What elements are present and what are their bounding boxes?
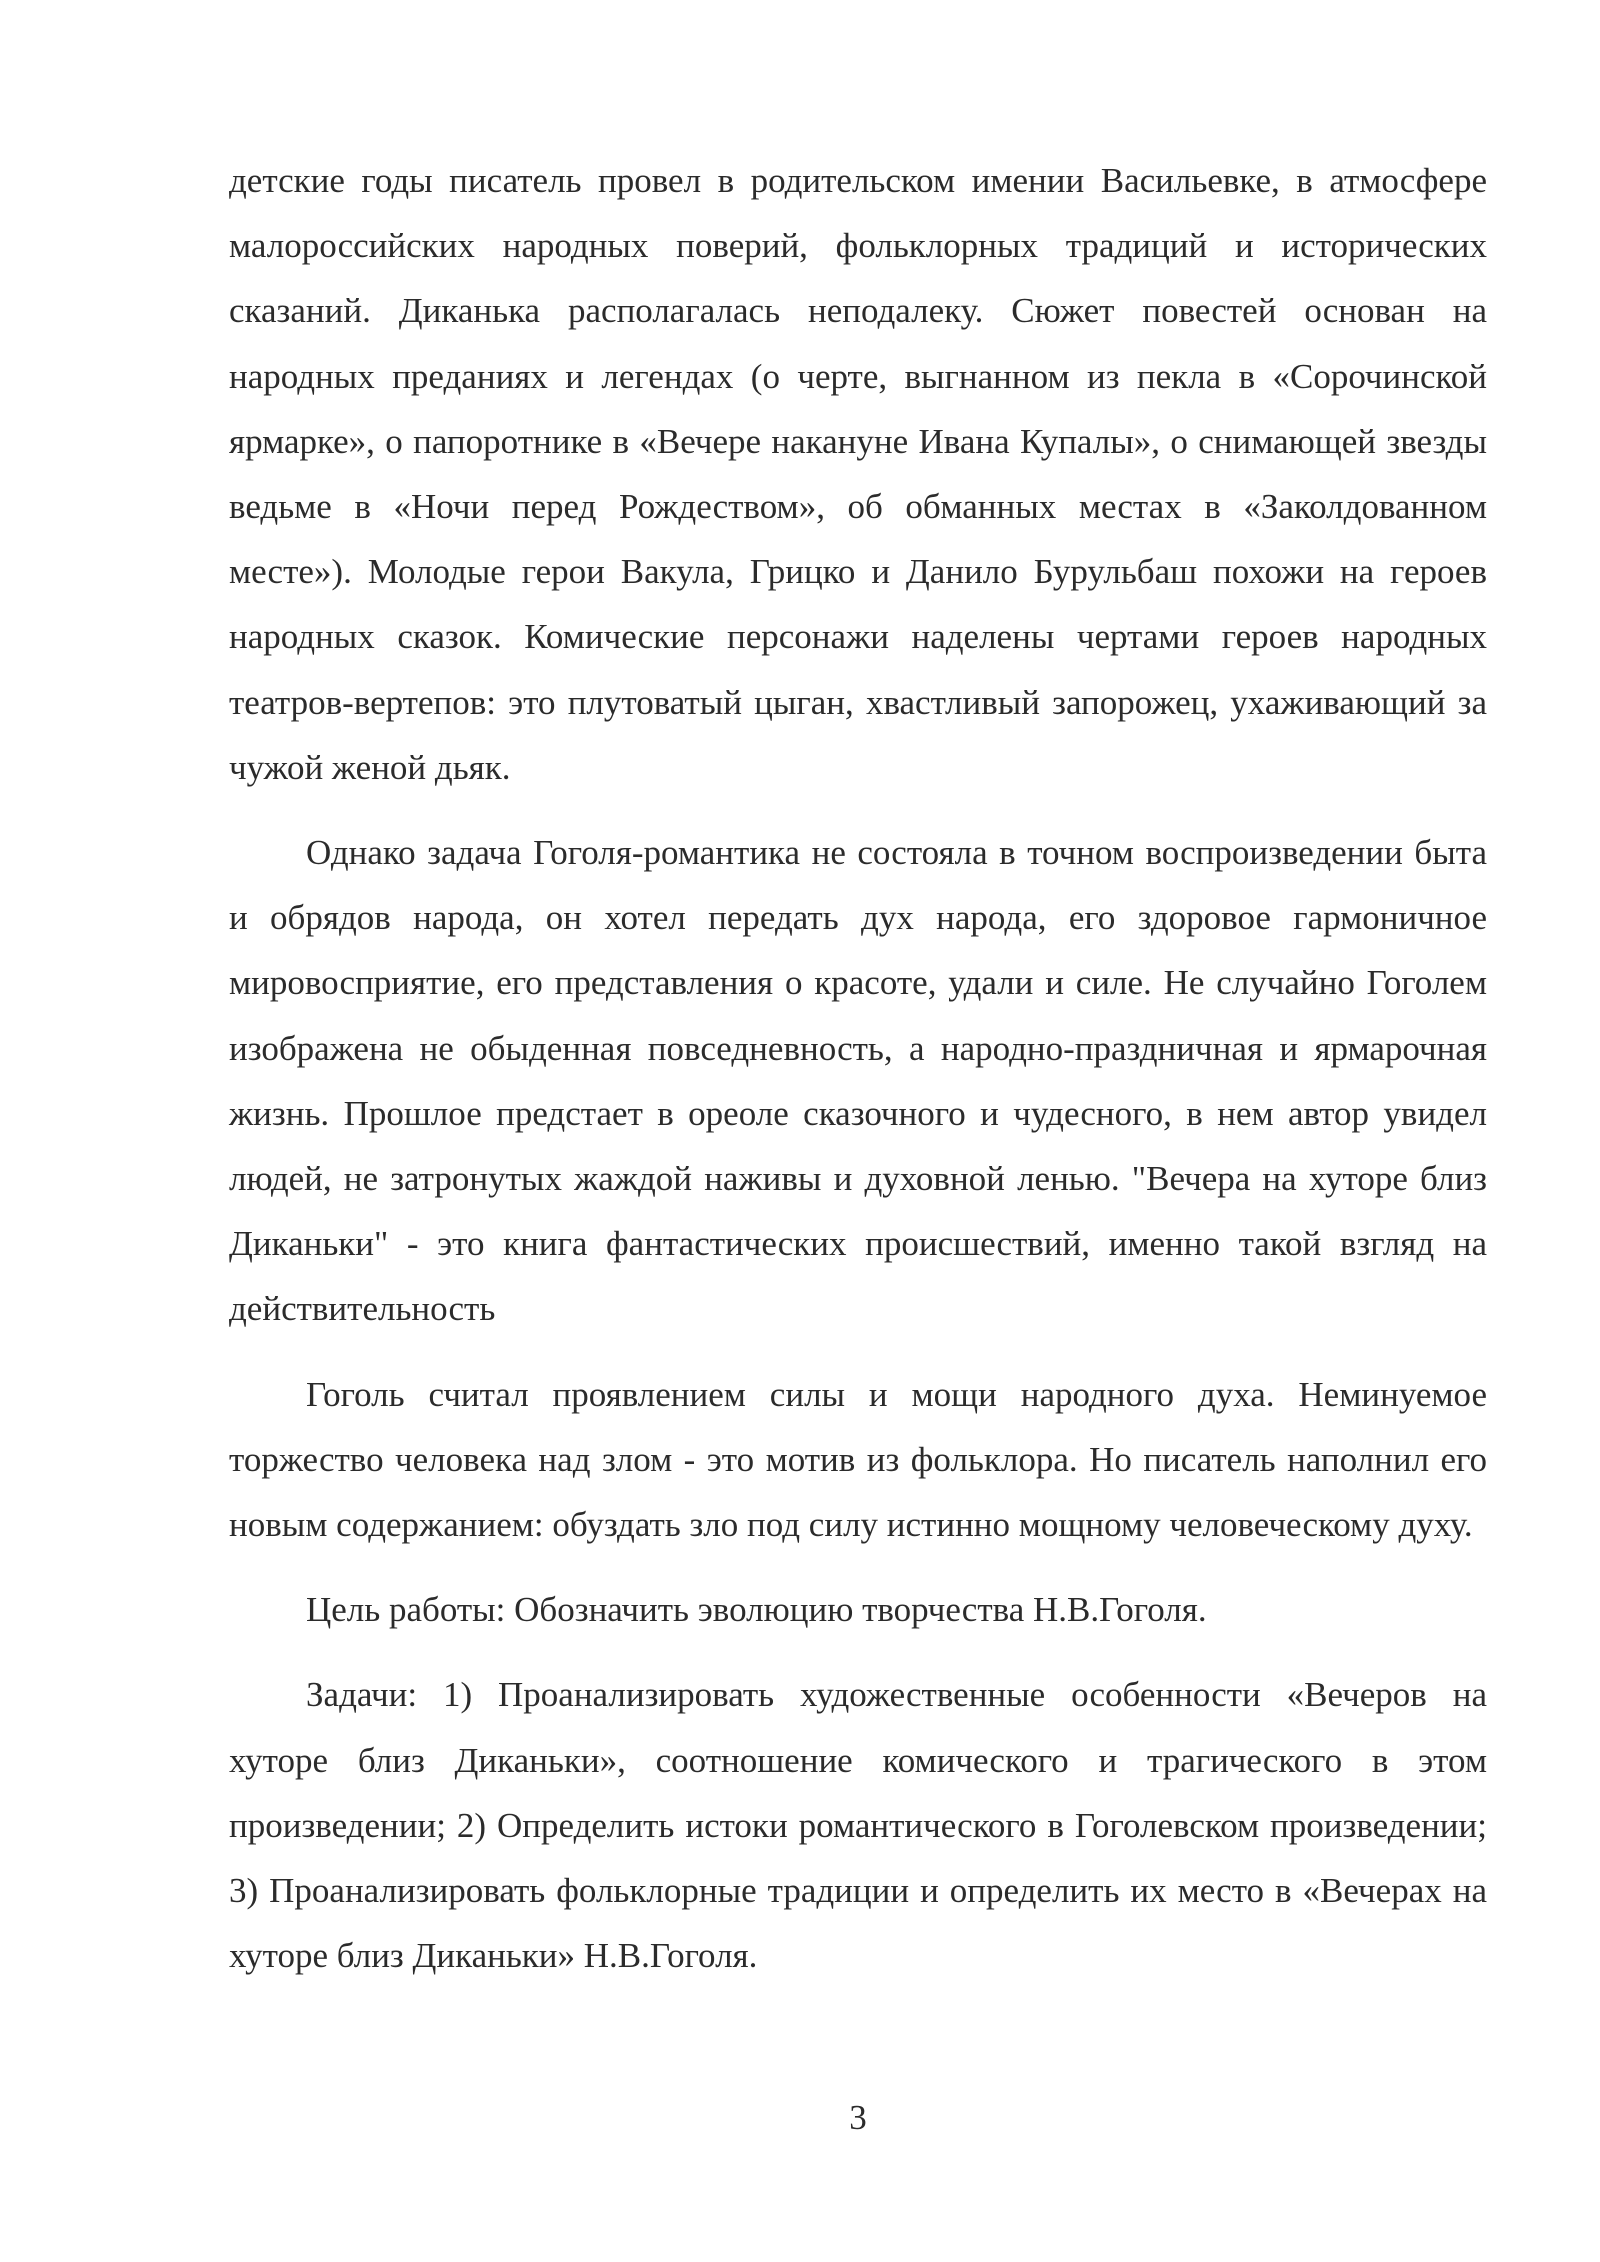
paragraph-continuation: детские годы писатель провел в родительском имении Васильевке, в атмосфере малороссийских народных поверий, фольклорных традиций и исторических сказаний. Диканька располагалась неподалеку. Сюжет повестей основан на народных преданиях и легендах (о черте, выгнанном из пекла в «Сорочинской ярмарке», о папоротнике в «Вечере накануне Ивана Купалы», о снимающей звезды ведьме в «Ночи перед Рождеством», об обманных местах в «Заколдованном месте»). Молодые герои Вакула, Грицко и Данило Бурульбаш похожи на героев народных сказок. Комические персонажи наделены чертами героев народных театров-вертепов: это плутоватый цыган, хвастливый запорожец, ухаживающий за чужой женой дьяк.	[229, 161, 1487, 787]
page-number: 3	[849, 2098, 867, 2137]
paragraph-work-goal: Цель работы: Обозначить эволюцию творчества Н.В.Гоголя.	[306, 1590, 1207, 1630]
paragraph-gogol-romantic-task: Однако задача Гоголя-романтика не состояла в точном воспроизведении быта и обрядов народа, он хотел передать дух народа, его здоровое гармоничное мировосприятие, его представления о красоте, удали и силе. Не случайно Гоголем изображена не обыденная повседневность, а народно-праздничная и ярмарочная жизнь. Прошлое предстает в ореоле сказочного и чудесного, в нем автор увидел людей, не затронутых жаждой наживы и духовной ленью. "Вечера на хуторе близ Диканьки" - это книга фантастических происшествий, именно такой взгляд на действительность	[229, 833, 1487, 1329]
paragraph-folk-spirit: Гоголь считал проявлением силы и мощи народного духа. Неминуемое торжество человека над злом - это мотив из фольклора. Но писатель наполнил его новым содержанием: обуздать зло под силу истинно мощному человеческому духу.	[229, 1374, 1487, 1545]
paragraph-work-tasks: Задачи: 1) Проанализировать художественные особенности «Вечеров на хуторе близ Диканьки», соотношение комического и трагического в этом произведении; 2) Определить истоки романтического в Гоголевском произведении; 3) Проанализировать фольклорные традиции и определить их место в «Вечерах на хуторе близ Диканьки» Н.В.Гоголя.	[229, 1675, 1487, 1976]
document-body	[229, 148, 1487, 2008]
